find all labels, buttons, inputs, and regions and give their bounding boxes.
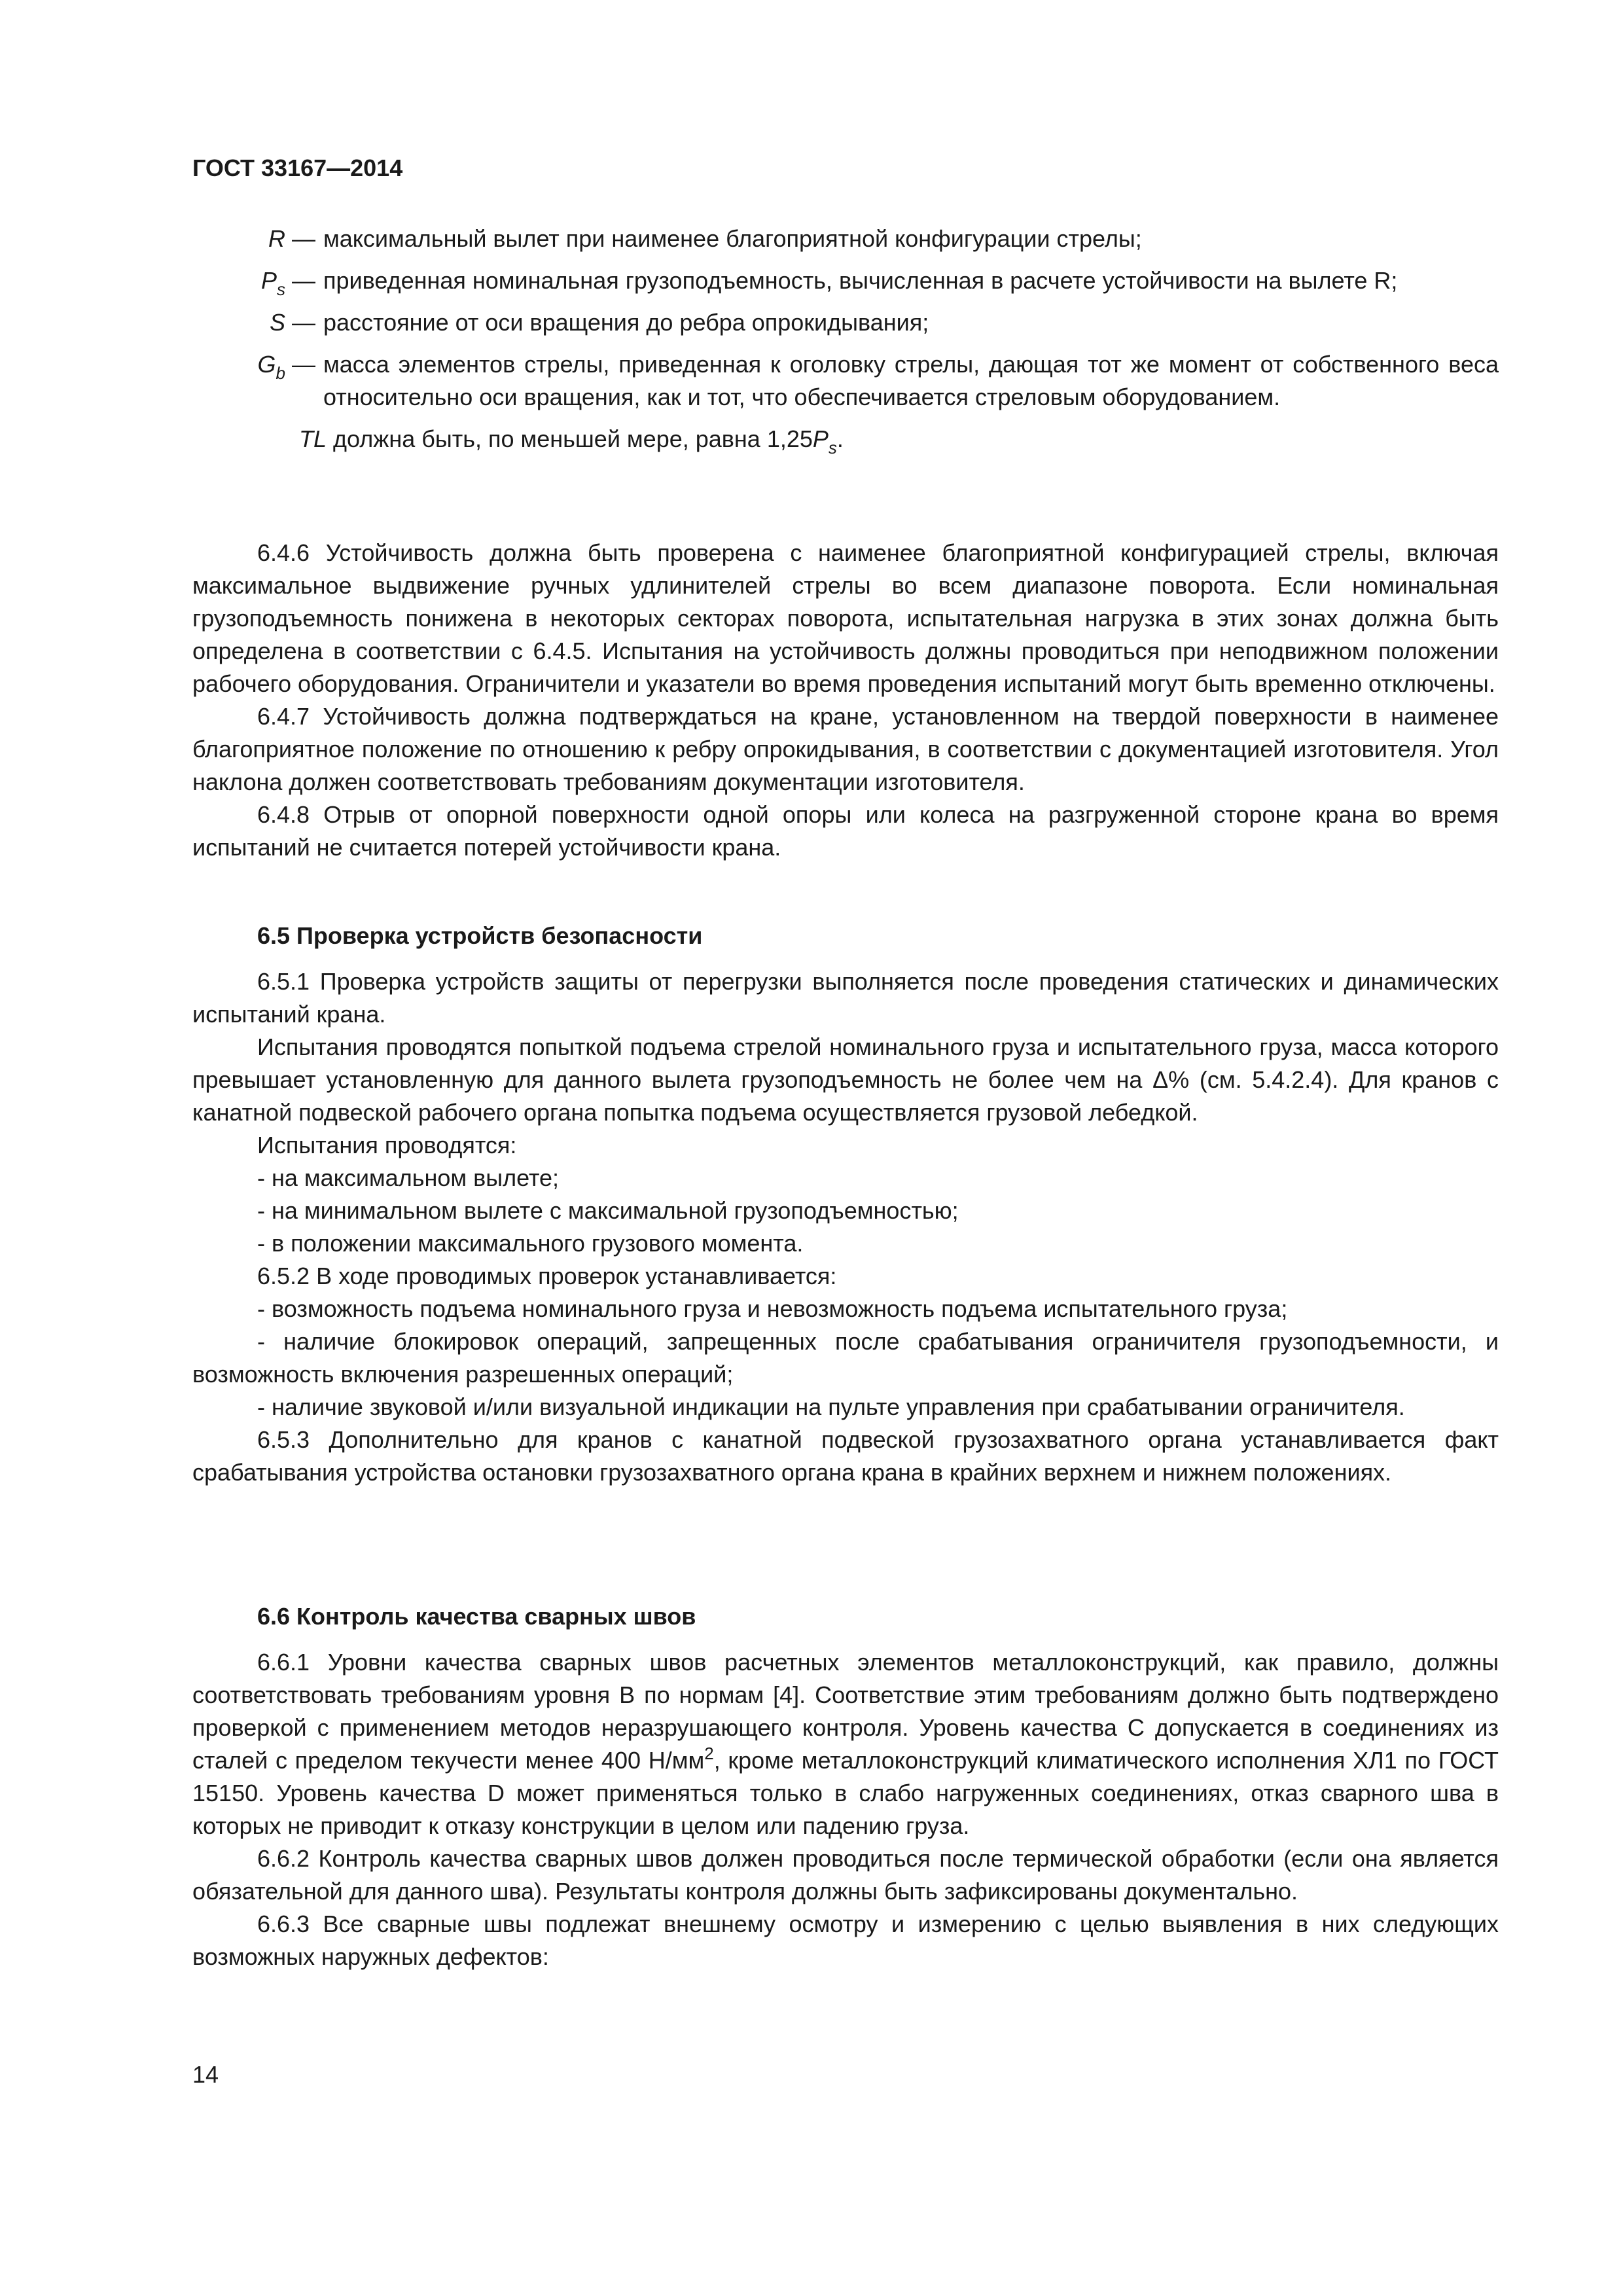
paragraph: Испытания проводятся попыткой подъема стрелой номинального груза и испытательного груза, масса которого превышает установленную для данного вылета грузоподъемность не более чем на Δ% (см. 5.4.2.4). Для кранов с канатной подвеской рабочего органа попытка подъема осуществляется грузовой лебедкой. xyxy=(192,1033,1499,1126)
symbol-description: масса элементов стрелы, приведенная к оголовку стрелы, дающая тот же момент от собственного веса относительно оси вращения, как и тот, что обеспечивается стреловым оборудованием. xyxy=(323,351,1499,410)
page-number: 14 xyxy=(192,2061,219,2088)
symbol-row xyxy=(192,306,1499,339)
body-block-a xyxy=(192,537,1499,864)
symbol: S — xyxy=(269,309,315,336)
symbol-description: максимальный вылет при наименее благоприятной конфигурации стрелы; xyxy=(323,225,1142,252)
list-item: - в положении максимального грузового момента. xyxy=(257,1230,804,1257)
paragraph-6-6-1: 6.6.1 Уровни качества сварных швов расчетных элементов металлоконструкций, как правило, должны соответствовать требованиям уровня B по нормам [4]. Соответствие этим требованиям должно быть подтверждено проверкой с применением методов неразрушающего контроля. Уровень качества C допускается в соединениях из сталей с пределом текучести менее 400 $Н/мм^2$, кроме металлоконструкций климатического исполнения ХЛ1 по ГОСТ 15150. Уровень качества D может применяться только в слабо нагруженных соединениях, отказ сварного шва в которых не приводит к отказу конструкции в целом или падению груза. xyxy=(192,1649,1499,1839)
list-item: - наличие блокировок операций, запрещенных после срабатывания ограничителя грузоподъемности, и возможность включения разрешенных операций; xyxy=(192,1328,1499,1388)
section-title: 6.5 Проверка устройств безопасности xyxy=(257,922,703,949)
paragraph-6-6-2: 6.6.2 Контроль качества сварных швов должен проводиться после термической обработки (если она является обязательной для данного шва). Результаты контроля должны быть зафиксированы документально. xyxy=(192,1845,1499,1905)
symbol-row xyxy=(192,348,1499,414)
body-block-b xyxy=(192,965,1499,1489)
list-item: - возможность подъема номинального груза и невозможность подъема испытательного груза; xyxy=(257,1295,1288,1322)
symbol-row xyxy=(192,223,1499,255)
list-item: - наличие звуковой и/или визуальной индикации на пульте управления при срабатывании ограничителя. xyxy=(257,1393,1405,1420)
symbol: R — xyxy=(268,225,315,252)
paragraph-6-5-1: 6.5.1 Проверка устройств защиты от перегрузки выполняется после проведения статических и динамических испытаний крана. xyxy=(192,968,1499,1028)
section-title: 6.6 Контроль качества сварных швов xyxy=(257,1603,696,1630)
symbol-description: приведенная номинальная грузоподъемность, вычисленная в расчете устойчивости на вылете R; xyxy=(323,267,1398,294)
symbol-definitions xyxy=(192,223,1499,456)
list-item: - на минимальном вылете с максимальной грузоподъемностью; xyxy=(257,1197,959,1224)
symbol-description: расстояние от оси вращения до ребра опрокидывания; xyxy=(323,309,929,336)
paragraph-6-4-7: 6.4.7 Устойчивость должна подтверждаться на кране, установленном на твердой поверхности в наименее благоприятное положение по отношению к ребру опрокидывания, в соответствии с документацией изготовителя. Угол наклона должен соответствовать требованиям документации изготовителя. xyxy=(192,703,1499,795)
symbol: $G_b$ — xyxy=(257,351,315,383)
section-heading-6-6 xyxy=(192,1600,1499,1633)
paragraph-6-5-3: 6.5.3 Дополнительно для кранов с канатной подвеской грузозахватного органа устанавливается факт срабатывания устройства остановки грузозахватного органа крана в крайних верхнем и нижнем положениях. xyxy=(192,1426,1499,1486)
paragraph: Испытания проводятся: xyxy=(257,1132,517,1158)
list-item: - на максимальном вылете; xyxy=(257,1164,560,1191)
document-header: ГОСТ 33167—2014 xyxy=(192,154,403,181)
tl-requirement: TL должна быть, по меньшей мере, равна $1,25P_s$. xyxy=(299,425,844,457)
body-block-c xyxy=(192,1646,1499,1973)
paragraph-6-6-3: 6.6.3 Все сварные швы подлежат внешнему осмотру и измерению с целью выявления в них следующих возможных наружных дефектов: xyxy=(192,1910,1499,1970)
paragraph-6-4-6: 6.4.6 Устойчивость должна быть проверена с наименее благоприятной конфигурацией стрелы, включая максимальное выдвижение ручных удлинителей стрелы во всем диапазоне поворота. Если номинальная грузоподъемность понижена в некоторых секторах поворота, испытательная нагрузка в этих зонах должна быть определена в соответствии с 6.4.5. Испытания на устойчивость должны проводиться при неподвижном положении рабочего оборудования. Ограничители и указатели во время проведения испытаний могут быть временно отключены. xyxy=(192,539,1499,697)
paragraph-6-5-2: 6.5.2 В ходе проводимых проверок устанавливается: xyxy=(257,1263,837,1289)
paragraph-6-4-8: 6.4.8 Отрыв от опорной поверхности одной опоры или колеса на разгруженной стороне крана во время испытаний не считается потерей устойчивости крана. xyxy=(192,801,1499,861)
symbol-row xyxy=(192,264,1499,297)
section-heading-6-5 xyxy=(192,920,1499,952)
symbol: $P_s$ — xyxy=(260,267,315,299)
